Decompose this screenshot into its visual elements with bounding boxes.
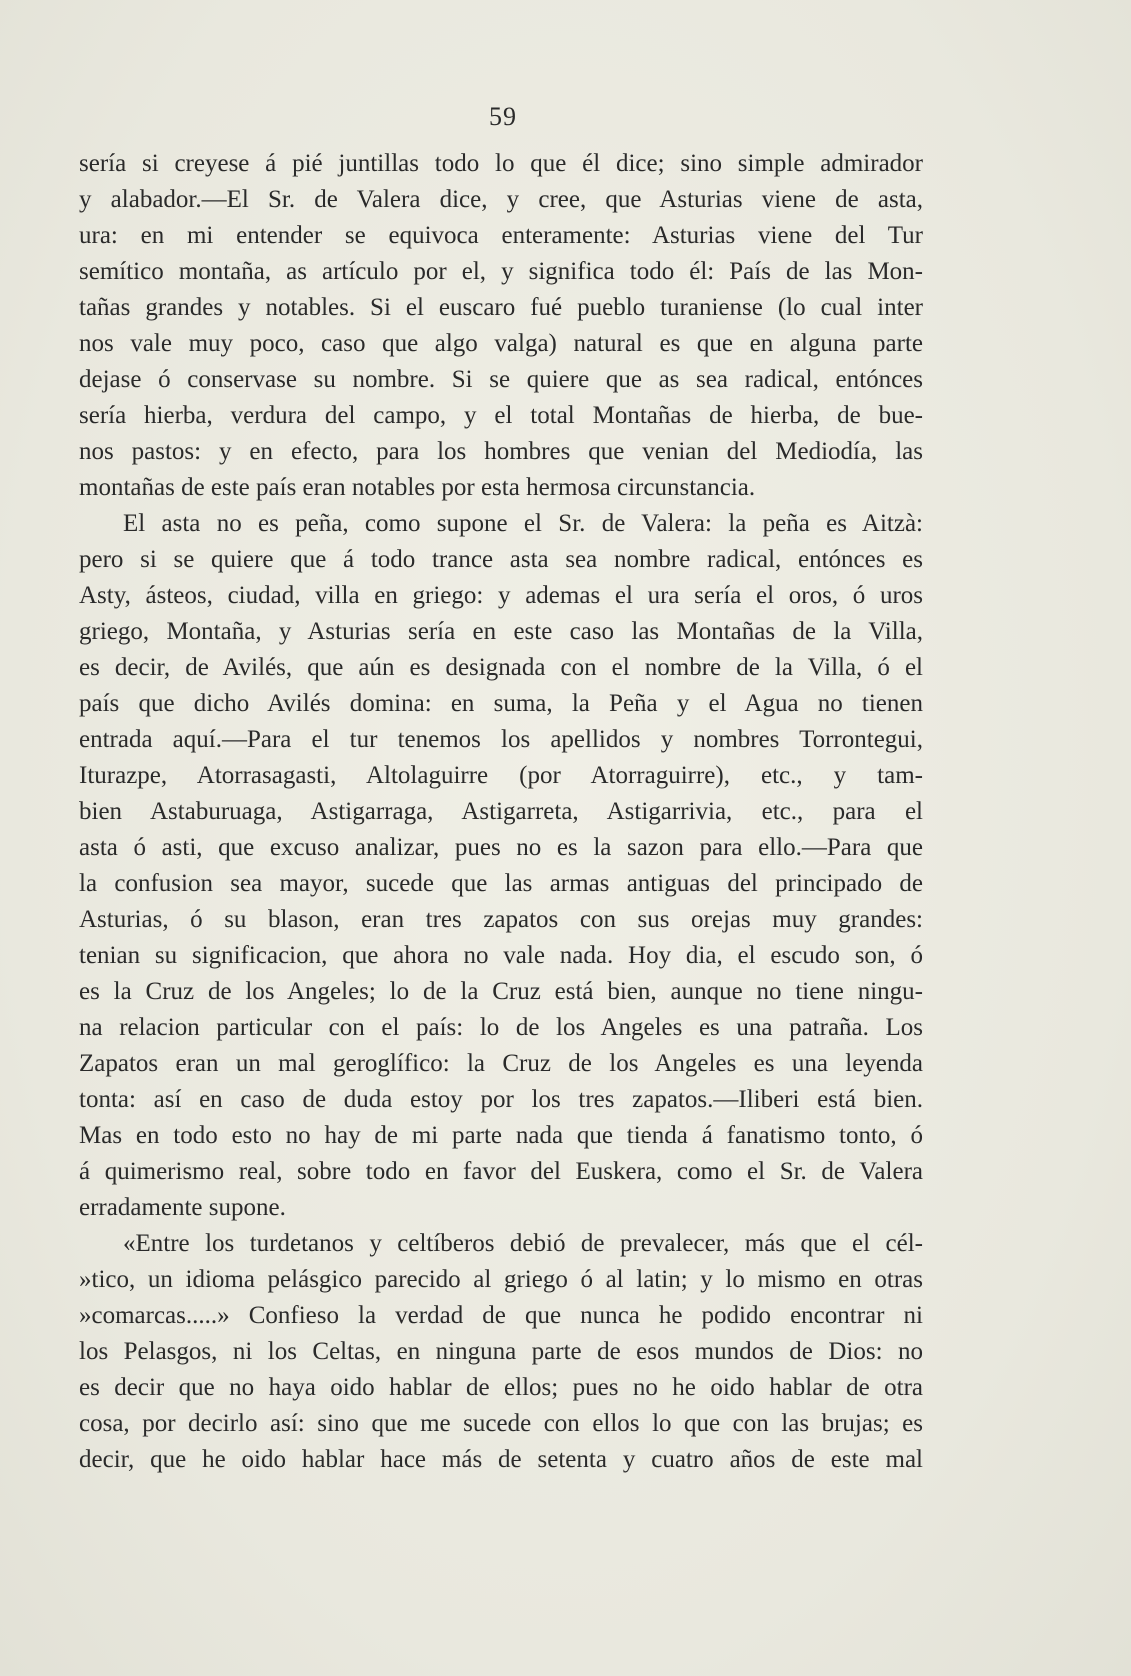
text-line: los Pelasgos, ni los Celtas, en ninguna parte de esos mundos de Dios: no (79, 1338, 923, 1365)
text-line: tañas grandes y notables. Si el euscaro fué pueblo turaniense (lo cual inter (79, 294, 923, 321)
text-line: Iturazpe, Atorrasagasti, Altolaguirre (por Atorraguirre), etc., y tam- (79, 762, 923, 789)
text-line: país que dicho Avilés domina: en suma, la Peña y el Agua no tienen (79, 690, 923, 717)
text-line: la confusion sea mayor, sucede que las armas antiguas del principado de (79, 870, 923, 897)
text-line: es decir que no haya oido hablar de ellos; pues no he oido hablar de otra (79, 1374, 923, 1401)
text-line: Asturias, ó su blason, eran tres zapatos con sus orejas muy grandes: (79, 906, 923, 933)
text-line: decir, que he oido hablar hace más de setenta y cuatro años de este mal (79, 1446, 923, 1473)
text-line: montañas de este país eran notables por esta hermosa circunstancia. (79, 474, 756, 501)
text-line: y alabador.—El Sr. de Valera dice, y cree, que Asturias viene de asta, (79, 186, 923, 213)
text-line: cosa, por decirlo así: sino que me sucede con ellos lo que con las brujas; es (79, 1410, 923, 1437)
text-line: na relacion particular con el país: lo de los Angeles es una patraña. Los (79, 1014, 923, 1041)
text-line: «Entre los turdetanos y celtíberos debió de prevalecer, más que el cél- (123, 1230, 923, 1257)
text-line: sería hierba, verdura del campo, y el total Montañas de hierba, de bue- (79, 402, 923, 429)
text-line: á quimerismo real, sobre todo en favor del Euskera, como el Sr. de Valera (79, 1158, 923, 1185)
text-line: Asty, ásteos, ciudad, villa en griego: y ademas el ura sería el oros, ó uros (79, 582, 923, 609)
text-line: »comarcas.....» Confieso la verdad de que nunca he podido encontrar ni (79, 1302, 923, 1329)
text-line: nos vale muy poco, caso que algo valga) natural es que en alguna parte (79, 330, 923, 357)
text-line: griego, Montaña, y Asturias sería en este caso las Montañas de la Villa, (79, 618, 923, 645)
text-line: Zapatos eran un mal geroglífico: la Cruz de los Angeles es una leyenda (79, 1050, 923, 1077)
text-line: es decir, de Avilés, que aún es designada con el nombre de la Villa, ó el (79, 654, 923, 681)
text-line: El asta no es peña, como supone el Sr. de Valera: la peña es Aitzà: (123, 510, 923, 537)
text-line: semítico montaña, as artículo por el, y significa todo él: País de las Mon- (79, 258, 923, 285)
text-line: ura: en mi entender se equivoca enteramente: Asturias viene del Tur (79, 222, 923, 249)
text-line: bien Astaburuaga, Astigarraga, Astigarreta, Astigarrivia, etc., para el (79, 798, 923, 825)
text-line: Mas en todo esto no hay de mi parte nada que tienda á fanatismo tonto, ó (79, 1122, 923, 1149)
text-line: tenian su significacion, que ahora no vale nada. Hoy dia, el escudo son, ó (79, 942, 923, 969)
body-text (79, 146, 923, 1478)
text-line: sería si creyese á pié juntillas todo lo que él dice; sino simple admirador (79, 150, 923, 177)
text-line: es la Cruz de los Angeles; lo de la Cruz está bien, aunque no tiene ningu- (79, 978, 923, 1005)
text-line: asta ó asti, que excuso analizar, pues no es la sazon para ello.—Para que (79, 834, 923, 861)
text-line: nos pastos: y en efecto, para los hombres que venian del Mediodía, las (79, 438, 923, 465)
text-line: entrada aquí.—Para el tur tenemos los apellidos y nombres Torrontegui, (79, 726, 923, 753)
text-line: erradamente supone. (79, 1194, 286, 1221)
text-line: »tico, un idioma pelásgico parecido al griego ó al latin; y lo mismo en otras (79, 1266, 923, 1293)
text-line: tonta: así en caso de duda estoy por los tres zapatos.—Iliberi está bien. (79, 1086, 923, 1113)
text-line: pero si se quiere que á todo trance asta sea nombre radical, entónces es (79, 546, 923, 573)
page-number: 59 (489, 102, 517, 131)
text-line: dejase ó conservase su nombre. Si se quiere que as sea radical, entónces (79, 366, 923, 393)
